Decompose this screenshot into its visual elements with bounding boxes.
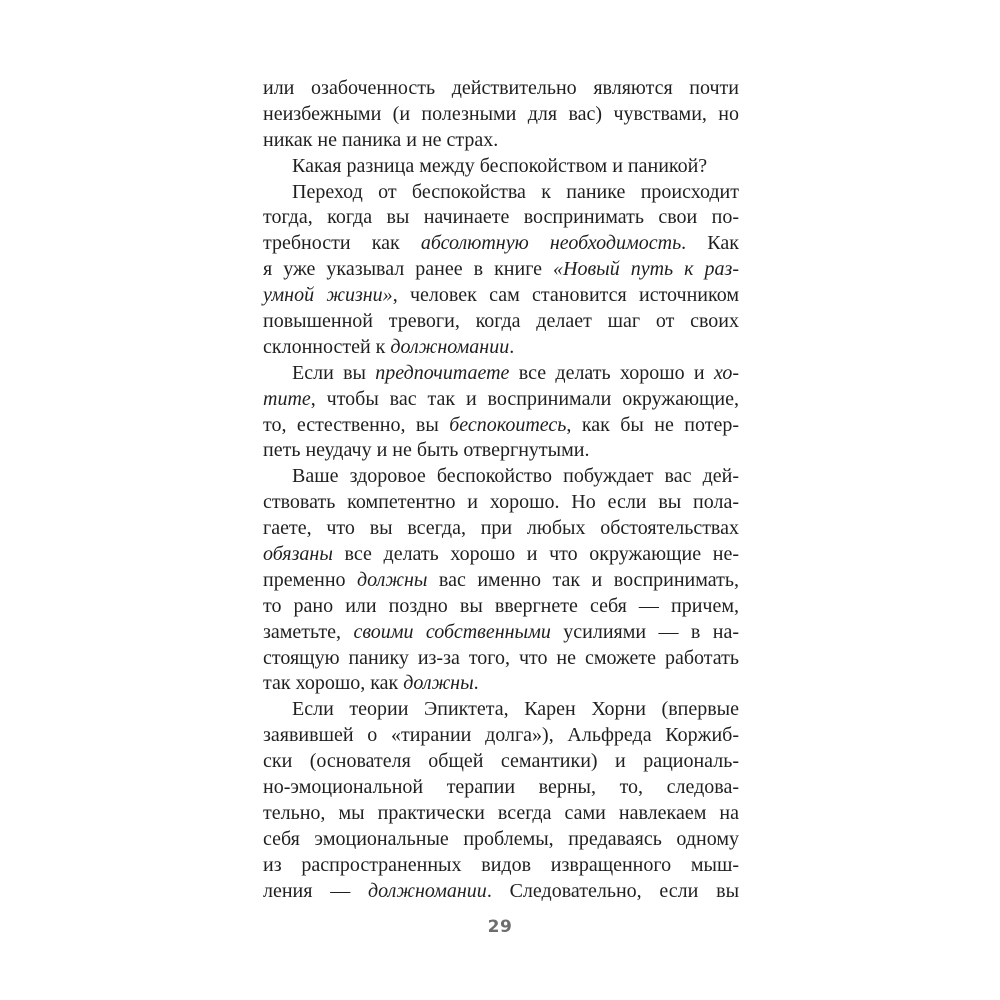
text-line: стоящую панику из-за того, что не сможете работать [263, 646, 739, 669]
text-line: неизбежными (и полезными для вас) чувствами, но [263, 102, 739, 125]
text-line: Переход от беспокойства к панике происходит [292, 180, 739, 203]
text-line: так хорошо, как должны. [263, 672, 479, 695]
text-line: требности как абсолютную необходимость. Как [263, 232, 739, 255]
text-line: тельно, мы практически всегда сами навлекаем на [263, 801, 739, 824]
text-line: пременно должны вас именно так и воспринимать, [263, 568, 739, 591]
text-line: Какая разница между беспокойством и паникой? [292, 154, 708, 177]
text-line: Если вы предпочитаете все делать хорошо и хо- [292, 361, 739, 384]
text-line: умной жизни», человек сам становится источником [263, 284, 739, 307]
text-line: то рано или поздно вы ввергнете себя — причем, [263, 594, 739, 617]
text-line: гаете, что вы всегда, при любых обстоятельствах [263, 517, 739, 540]
text-line: склонностей к должномании. [263, 335, 515, 358]
text-line: я уже указывал ранее в книге «Новый путь к раз- [263, 258, 739, 281]
text-line: тогда, когда вы начинаете воспринимать свои по- [263, 206, 739, 229]
text-line: из распространенных видов извращенного мыш- [263, 853, 739, 876]
text-line: но-эмоциональной терапии верны, то, следова- [263, 776, 739, 799]
text-line: заметьте, своими собственными усилиями — в на- [263, 620, 740, 643]
text-line: ления — должномании. Следовательно, если вы [263, 879, 740, 902]
text-line: заявившей о «тирании долга»), Альфреда Коржиб- [263, 724, 739, 747]
text-line: Если теории Эпиктета, Карен Хорни (впервые [292, 698, 739, 721]
text-line: ствовать компетентно и хорошо. Но если вы пола- [263, 491, 739, 514]
body-text [263, 76, 739, 905]
text-line: или озабоченность действительно являются почти [263, 77, 739, 99]
text-line: обязаны все делать хорошо и что окружающие не- [263, 543, 739, 566]
text-line: никак не паника и не страх. [263, 128, 499, 151]
text-line: петь неудачу и не быть отвергнутыми. [263, 439, 590, 462]
text-line: себя эмоциональные проблемы, предаваясь одному [263, 827, 739, 850]
text-line: повышенной тревоги, когда делает шаг от своих [263, 310, 739, 333]
text-line: тите, чтобы вас так и воспринимали окружающие, [263, 387, 739, 410]
page-number: 29 [487, 917, 513, 937]
text-line: то, естественно, вы беспокоитесь, как бы не потер- [263, 413, 740, 436]
text-line: Ваше здоровое беспокойство побуждает вас дей- [292, 465, 739, 488]
text-line: ски (основателя общей семантики) и рациональ- [263, 750, 739, 773]
